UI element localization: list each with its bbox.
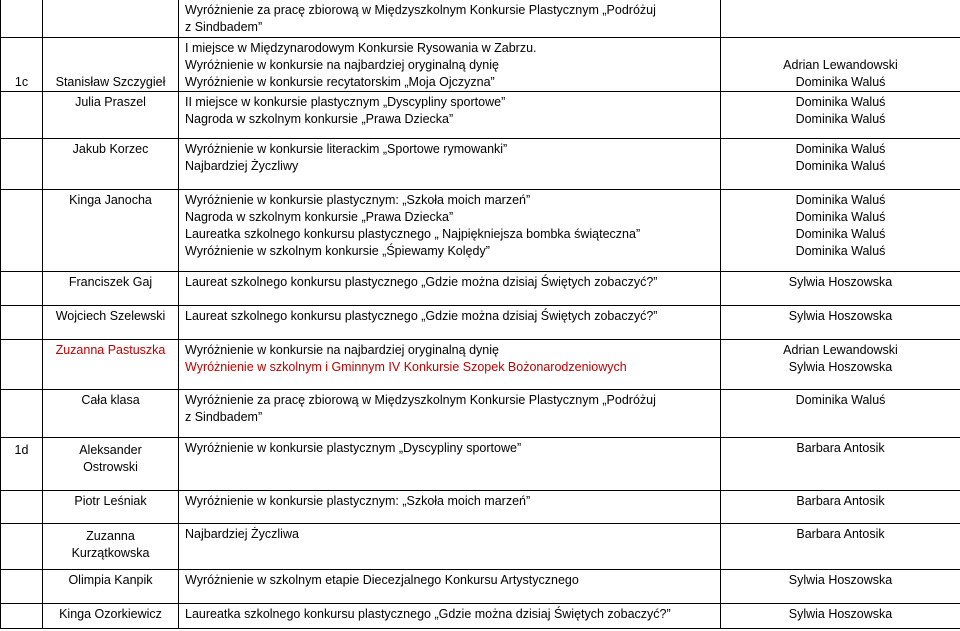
award-line: Laureatka szkolnego konkursu plastycznego „Gdzie można dzisiaj Świętych zobaczyć?” xyxy=(185,607,671,621)
student-name-cell: Olimpia Kanpik xyxy=(43,570,179,604)
award-line: Wyróżnienie w szkolnym konkursie „Śpiewamy Kolędy” xyxy=(185,244,490,258)
teacher-name: Dominika Waluś xyxy=(795,227,886,241)
student-name-cell: Kinga Janocha xyxy=(43,190,179,272)
teacher-name: Dominika Waluś xyxy=(795,244,886,258)
award-line: Wyróżnienie za pracę zbiorową w Międzyszkolnym Konkursie Plastycznym „Podróżuj xyxy=(185,393,656,407)
teacher-cell xyxy=(721,438,960,491)
teacher-cell xyxy=(721,604,960,629)
teacher-name: Dominika Waluś xyxy=(795,75,886,89)
teacher-cell xyxy=(721,570,960,604)
teacher-name: Barbara Antosik xyxy=(796,494,885,508)
award-line: Najbardziej Życzliwa xyxy=(185,527,299,541)
teacher-cell xyxy=(721,524,960,570)
award-description-cell xyxy=(179,390,721,438)
teacher-name: Barbara Antosik xyxy=(796,527,885,541)
class-cell xyxy=(1,340,43,390)
teacher-name: Dominika Waluś xyxy=(795,159,886,173)
award-description-cell xyxy=(179,272,721,306)
teacher-cell xyxy=(721,306,960,340)
table-row xyxy=(1,524,960,570)
award-description-cell xyxy=(179,570,721,604)
student-name-cell: Wojciech Szelewski xyxy=(43,306,179,340)
table-row xyxy=(1,390,960,438)
student-name-cell: Piotr Leśniak xyxy=(43,491,179,524)
award-line: Wyróżnienie w konkursie plastycznym: „Szkoła moich marzeń” xyxy=(185,193,531,207)
award-line: Wyróżnienie w konkursie plastycznym: „Szkoła moich marzeń” xyxy=(185,494,531,508)
award-description-cell xyxy=(179,491,721,524)
teacher-name: Dominika Waluś xyxy=(795,210,886,224)
award-line: Nagroda w szkolnym konkursie „Prawa Dziecka” xyxy=(185,112,454,126)
student-name-cell: Zuzanna Kurzątkowska xyxy=(43,524,179,570)
teacher-cell xyxy=(721,340,960,390)
table-row xyxy=(1,306,960,340)
award-description-cell xyxy=(179,38,721,92)
teacher-cell xyxy=(721,190,960,272)
class-cell: 1d xyxy=(1,438,43,491)
teacher-name: Adrian Lewandowski xyxy=(783,58,898,72)
award-line: Laureat szkolnego konkursu plastycznego „Gdzie można dzisiaj Świętych zobaczyć?” xyxy=(185,309,658,323)
class-cell: 1c xyxy=(1,38,43,92)
class-cell xyxy=(1,190,43,272)
table-row xyxy=(1,438,960,491)
award-line: Wyróżnienie w konkursie na najbardziej oryginalną dynię xyxy=(185,343,499,357)
table-row xyxy=(1,92,960,139)
table-row xyxy=(1,491,960,524)
award-description-cell xyxy=(179,604,721,629)
award-description-cell xyxy=(179,190,721,272)
award-line: Wyróżnienie w szkolnym etapie Diecezjalnego Konkursu Artystycznego xyxy=(185,573,579,587)
awards-table-body xyxy=(1,0,960,629)
award-description-cell xyxy=(179,340,721,390)
class-cell xyxy=(1,390,43,438)
award-line: Wyróżnienie w konkursie literackim „Sportowe rymowanki” xyxy=(185,142,508,156)
award-description-cell xyxy=(179,438,721,491)
table-row xyxy=(1,139,960,190)
student-name-cell: Aleksander Ostrowski xyxy=(43,438,179,491)
teacher-name: Barbara Antosik xyxy=(796,441,885,455)
award-line: Najbardziej Życzliwy xyxy=(185,159,299,173)
award-description-cell xyxy=(179,306,721,340)
table-row xyxy=(1,38,960,92)
award-line: Wyróżnienie w szkolnym i Gminnym IV Konkursie Szopek Bożonarodzeniowych xyxy=(185,360,627,374)
class-cell xyxy=(1,524,43,570)
student-name-cell: Stanisław Szczygieł xyxy=(43,38,179,92)
teacher-name: Sylwia Hoszowska xyxy=(788,275,893,289)
teacher-cell xyxy=(721,272,960,306)
table-row xyxy=(1,272,960,306)
teacher-cell xyxy=(721,0,960,38)
class-cell xyxy=(1,0,43,38)
teacher-cell xyxy=(721,491,960,524)
table-row xyxy=(1,340,960,390)
award-description-cell xyxy=(179,139,721,190)
award-line: Wyróżnienie w konkursie na najbardziej oryginalną dynię xyxy=(185,58,499,72)
table-row xyxy=(1,570,960,604)
student-name-cell: Kinga Ozorkiewicz xyxy=(43,604,179,629)
class-cell xyxy=(1,604,43,629)
teacher-name xyxy=(721,40,960,57)
student-name-cell xyxy=(43,0,179,38)
award-line: Wyróżnienie za pracę zbiorową w Międzyszkolnym Konkursie Plastycznym „Podróżuj xyxy=(185,3,656,17)
teacher-cell xyxy=(721,38,960,92)
class-cell xyxy=(1,272,43,306)
teacher-name: Adrian Lewandowski xyxy=(783,343,898,357)
table-row xyxy=(1,604,960,629)
teacher-name: Sylwia Hoszowska xyxy=(788,607,893,621)
award-line: Wyróżnienie w konkursie plastycznym „Dyscypliny sportowe” xyxy=(185,441,522,455)
teacher-cell xyxy=(721,139,960,190)
teacher-cell xyxy=(721,92,960,139)
student-name-cell: Julia Praszel xyxy=(43,92,179,139)
award-line: I miejsce w Międzynarodowym Konkursie Rysowania w Zabrzu. xyxy=(185,41,537,55)
teacher-name: Dominika Waluś xyxy=(795,193,886,207)
class-cell xyxy=(1,306,43,340)
award-line: Wyróżnienie w konkursie recytatorskim „Moja Ojczyzna” xyxy=(185,75,495,89)
teacher-cell xyxy=(721,390,960,438)
teacher-name: Sylwia Hoszowska xyxy=(788,573,893,587)
award-line: z Sindbadem” xyxy=(185,410,263,424)
award-description-cell xyxy=(179,92,721,139)
table-row xyxy=(1,190,960,272)
award-line: Laureat szkolnego konkursu plastycznego „Gdzie można dzisiaj Świętych zobaczyć?” xyxy=(185,275,658,289)
class-cell xyxy=(1,92,43,139)
student-name-cell: Franciszek Gaj xyxy=(43,272,179,306)
award-line: z Sindbadem” xyxy=(185,20,263,34)
student-name-cell: Cała klasa xyxy=(43,390,179,438)
table-row xyxy=(1,0,960,38)
class-cell xyxy=(1,570,43,604)
award-line: II miejsce w konkursie plastycznym „Dyscypliny sportowe” xyxy=(185,95,506,109)
award-description-cell xyxy=(179,524,721,570)
award-description-cell xyxy=(179,0,721,38)
teacher-name: Dominika Waluś xyxy=(795,112,886,126)
teacher-name: Dominika Waluś xyxy=(795,142,886,156)
class-cell xyxy=(1,491,43,524)
class-cell xyxy=(1,139,43,190)
teacher-name: Dominika Waluś xyxy=(795,393,886,407)
teacher-name: Sylwia Hoszowska xyxy=(788,360,893,374)
teacher-name: Dominika Waluś xyxy=(795,95,886,109)
teacher-name: Sylwia Hoszowska xyxy=(788,309,893,323)
student-name-cell: Zuzanna Pastuszka xyxy=(43,340,179,390)
student-name-cell: Jakub Korzec xyxy=(43,139,179,190)
award-line: Nagroda w szkolnym konkursie „Prawa Dziecka” xyxy=(185,210,454,224)
award-line: Laureatka szkolnego konkursu plastycznego „ Najpiękniejsza bombka świąteczna” xyxy=(185,227,641,241)
